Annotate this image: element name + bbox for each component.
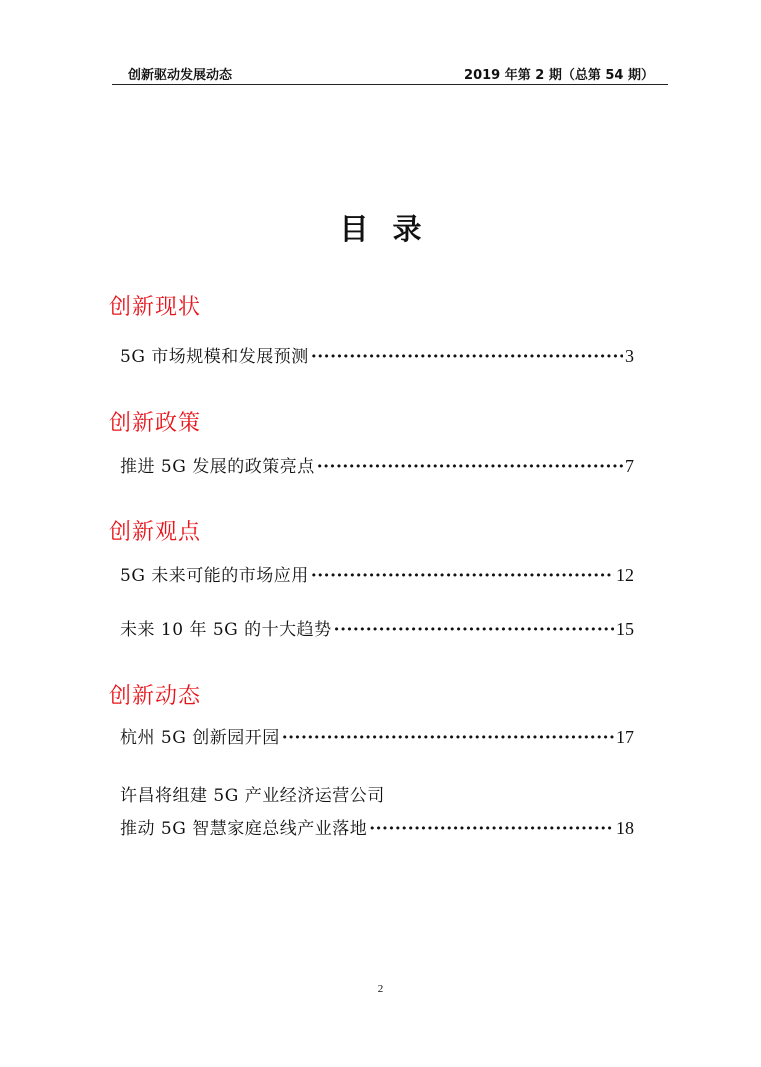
toc-entry-title: 推进 5G 发展的政策亮点: [120, 457, 315, 477]
section-heading-current-status: 创新现状: [109, 295, 202, 320]
toc-entry-title: 推动 5G 智慧家庭总线产业落地: [120, 819, 368, 839]
toc-entry[interactable]: [120, 342, 634, 366]
toc-entry[interactable]: [120, 452, 634, 476]
dot-leader: [369, 819, 614, 839]
toc-entry[interactable]: [120, 723, 634, 747]
toc-title: 目录: [339, 212, 446, 246]
dot-leader: [311, 347, 623, 367]
dot-leader: [317, 457, 623, 477]
toc-entry-page: 7: [625, 456, 634, 476]
toc-entry-title: 5G 市场规模和发展预测: [120, 347, 309, 367]
toc-entry[interactable]: [120, 561, 634, 585]
toc-entry-page: 18: [616, 818, 634, 838]
running-header: [112, 62, 668, 85]
header-issue-info: 2019 年第 2 期（总第 54 期）: [464, 68, 654, 83]
toc-entry-page: 12: [616, 565, 634, 585]
toc-entry-page: 15: [616, 619, 634, 639]
section-heading-policy: 创新政策: [109, 411, 202, 436]
dot-leader: [282, 728, 614, 748]
toc-entry[interactable]: [120, 615, 634, 639]
dot-leader: [334, 620, 614, 640]
toc-entry[interactable]: [120, 814, 634, 838]
toc-entry-title: 杭州 5G 创新园开园: [120, 728, 280, 748]
toc-entry-title-line1[interactable]: 许昌将组建 5G 产业经济运营公司: [120, 786, 385, 806]
header-publication-name: 创新驱动发展动态: [128, 68, 233, 83]
toc-entry-title: 5G 未来可能的市场应用: [120, 566, 309, 586]
section-heading-news: 创新动态: [109, 684, 202, 709]
footer-page-number: 2: [377, 983, 384, 995]
section-heading-viewpoints: 创新观点: [109, 520, 202, 545]
toc-entry-page: 3: [625, 346, 634, 366]
toc-entry-page: 17: [616, 727, 634, 747]
dot-leader: [311, 566, 614, 586]
toc-entry-title: 未来 10 年 5G 的十大趋势: [120, 620, 332, 640]
